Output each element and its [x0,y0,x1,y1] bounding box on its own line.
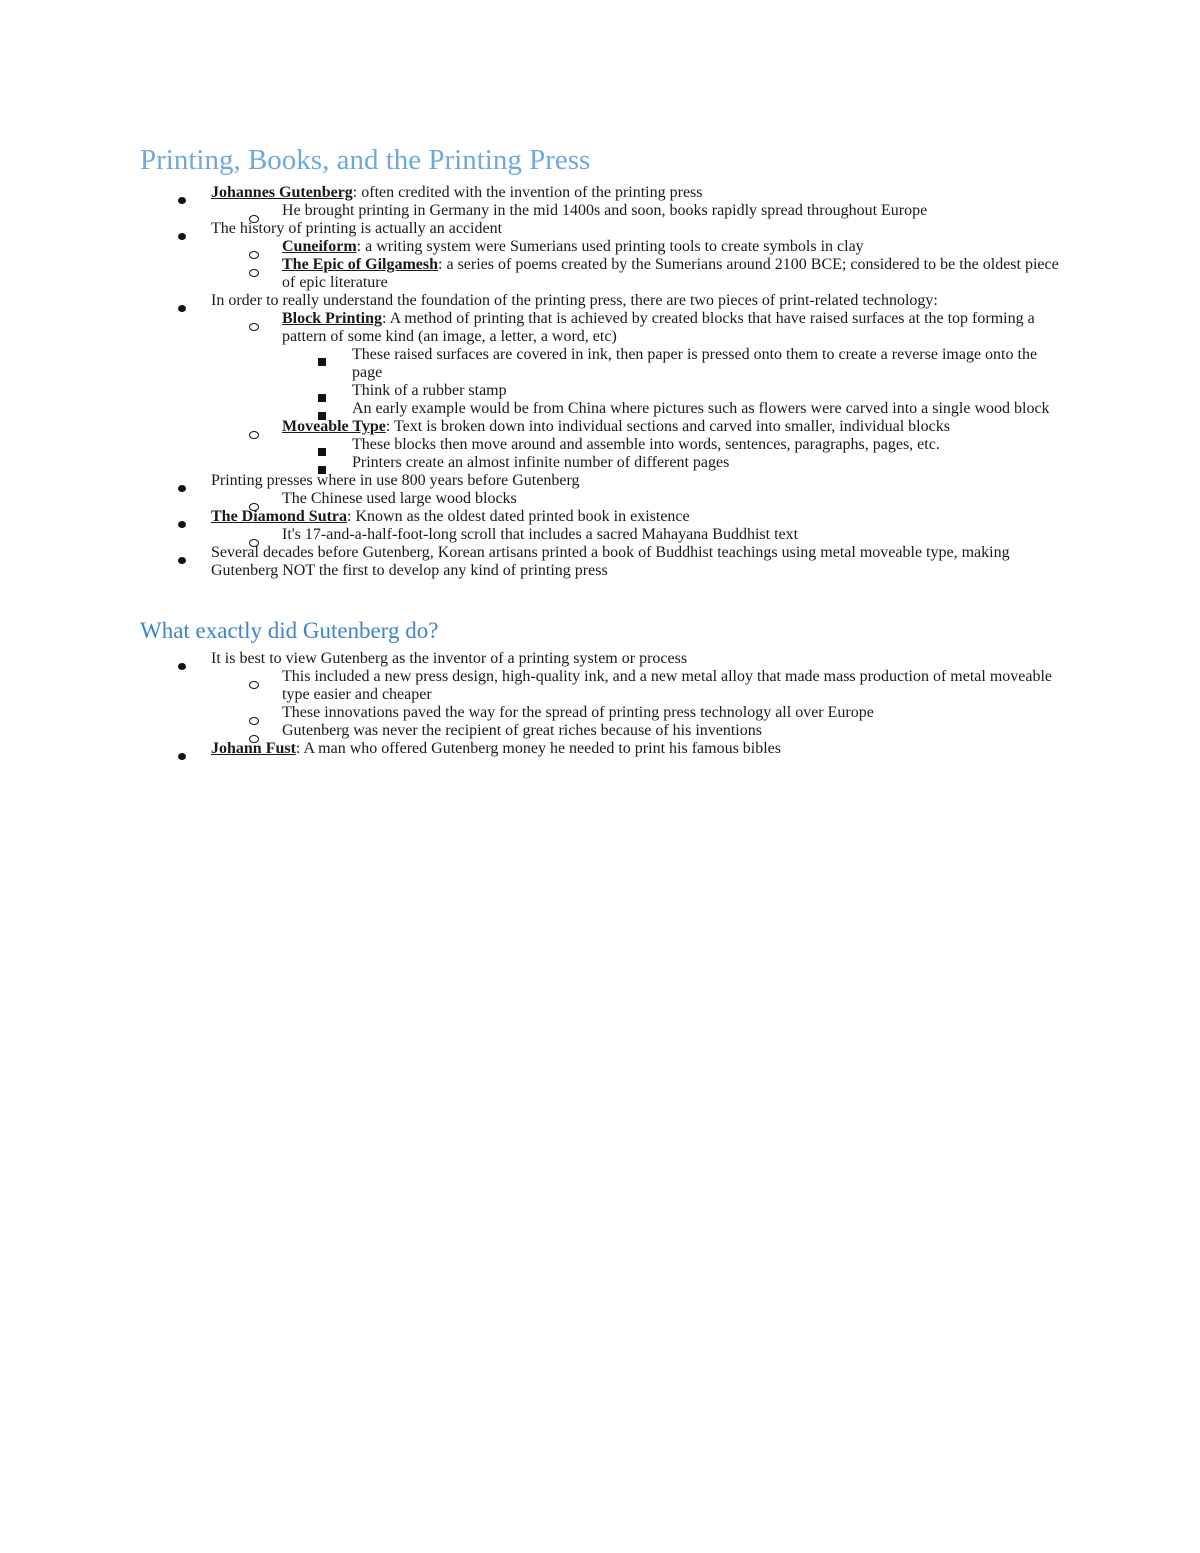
list-item [140,508,1070,526]
list-item [140,472,1070,490]
section-heading: What exactly did Gutenberg do? [140,618,439,643]
item-text: He brought printing in Germany in the mid 1400s and soon, books rapidly spread throughout Europe [282,202,928,219]
section-gutenberg-list [140,650,1070,758]
item-text: These raised surfaces are covered in ink, then paper is pressed onto them to create a reverse image onto the page [352,346,1038,381]
list-item [140,704,1070,722]
item-text: Printers create an almost infinite number of different pages [352,454,730,471]
list-item [140,400,1070,418]
item-text: : A method of printing that is achieved by created blocks that have raised surfaces at the top forming a pattern of some kind (an image, a letter, a word, etc) [282,310,1035,345]
item-text: The Chinese used large wood blocks [282,490,517,507]
list-item [140,436,1070,454]
list-item [140,184,1070,202]
item-text: It's 17-and-a-half-foot-long scroll that includes a sacred Mahayana Buddhist text [282,526,799,543]
item-text: : A man who offered Gutenberg money he needed to print his famous bibles [295,740,782,757]
bullet-square-icon [312,346,332,371]
list-item [140,454,1070,472]
item-text: This included a new press design, high-quality ink, and a new metal alloy that made mass production of metal moveable type easier and cheaper [282,668,1053,703]
bullet-circle-icon [244,256,264,282]
item-text: Think of a rubber stamp [352,382,507,399]
item-text: : a writing system were Sumerians used printing tools to create symbols in clay [356,238,864,255]
key-term: Cuneiform [282,238,357,255]
list-item [140,310,1070,346]
key-term: The Epic of Gilgamesh [282,256,439,273]
key-term: The Diamond Sutra [211,508,348,525]
list-item [140,668,1070,704]
item-text: Printing presses where in use 800 years before Gutenberg [211,472,580,489]
key-term: Johann Fust [211,740,296,757]
page-title: Printing, Books, and the Printing Press [140,144,591,176]
item-text: These blocks then move around and assemble into words, sentences, paragraphs, pages, etc. [352,436,940,453]
item-text: Gutenberg was never the recipient of great riches because of his inventions [282,722,762,739]
item-text: : Text is broken down into individual sections and carved into smaller, individual blocks [385,418,950,435]
list-item [140,220,1070,238]
item-text: Several decades before Gutenberg, Korean artisans printed a book of Buddhist teachings using metal moveable type, making Gutenberg NOT the first to develop any kind of printing press [211,544,1010,579]
item-text: These innovations paved the way for the spread of printing press technology all over Europe [282,704,874,721]
list-item [140,490,1070,508]
item-text: In order to really understand the foundation of the printing press, there are two pieces of print-related technology: [211,292,938,309]
section-printing-list [140,184,1070,580]
key-term: Block Printing [282,310,383,327]
document-body [140,140,1070,758]
list-item [140,418,1070,436]
list-item [140,256,1070,292]
list-item [140,722,1070,740]
item-text: : Known as the oldest dated printed book in existence [347,508,690,525]
list-item [140,740,1070,758]
bullet-circle-icon [244,310,264,336]
list-item [140,202,1070,220]
item-text: The history of printing is actually an accident [211,220,503,237]
list-item [140,650,1070,668]
bullet-disc-icon [172,544,192,569]
bullet-disc-icon [172,740,192,765]
list-item [140,544,1070,580]
item-text: It is best to view Gutenberg as the inventor of a printing system or process [211,650,688,667]
key-term: Johannes Gutenberg [211,184,353,201]
list-item [140,292,1070,310]
item-text: : a series of poems created by the Sumerians around 2100 BCE; considered to be the oldest piece of epic literature [282,256,1059,291]
bullet-circle-icon [244,668,264,694]
list-item [140,382,1070,400]
list-item [140,346,1070,382]
item-text: An early example would be from China where pictures such as flowers were carved into a single wood block [352,400,1050,417]
item-text: : often credited with the invention of the printing press [352,184,703,201]
key-term: Moveable Type [282,418,386,435]
list-item [140,238,1070,256]
list-item [140,526,1070,544]
